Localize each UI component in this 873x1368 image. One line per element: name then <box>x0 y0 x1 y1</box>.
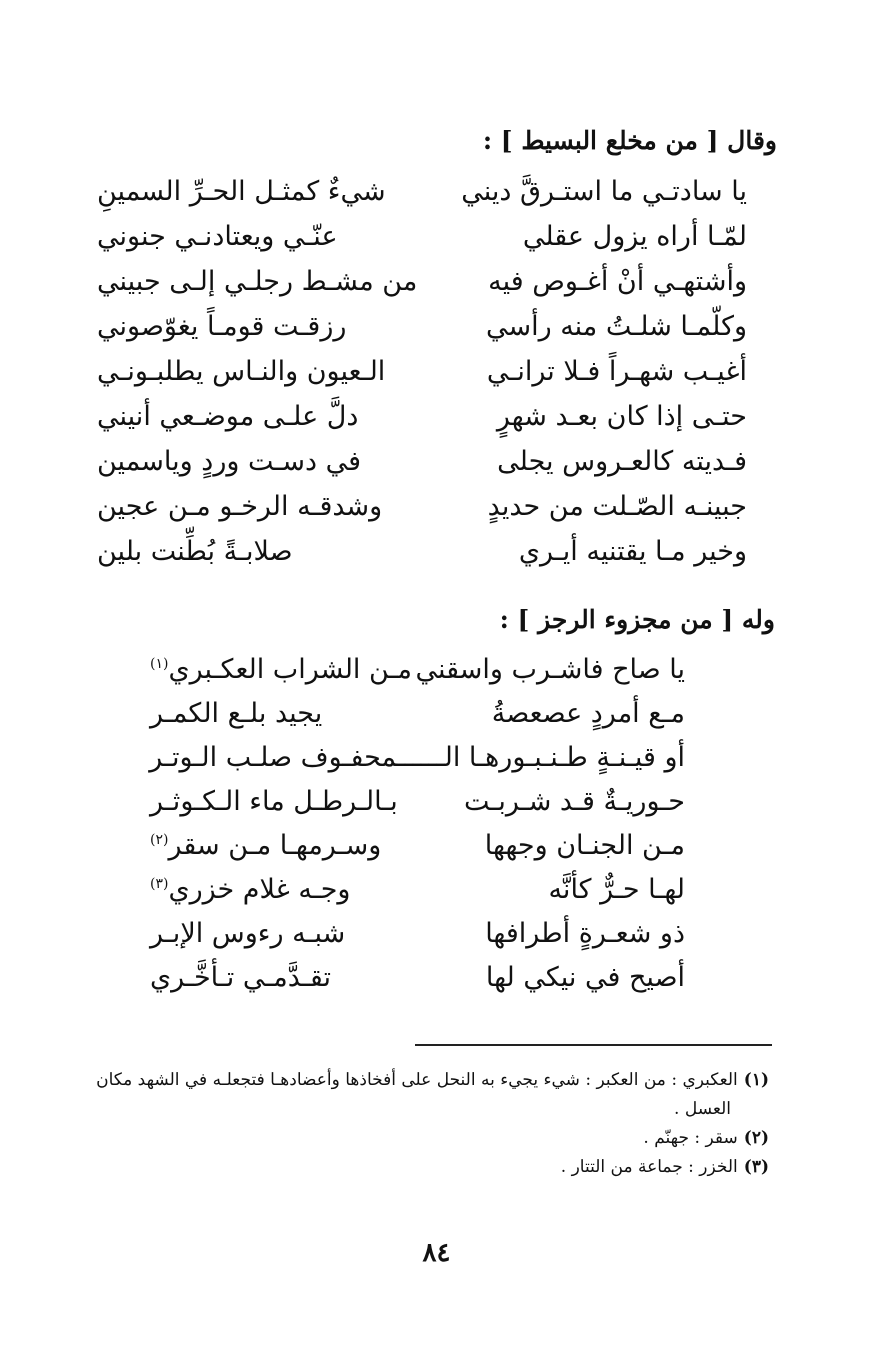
section-heading-rajaz: وله [ من مجزوء الرجز ] : <box>499 605 775 634</box>
verse <box>150 962 685 1006</box>
verse-second-hemistich: في دسـت وردٍ وياسمين <box>97 446 362 477</box>
footnote-marker: (٣) <box>150 876 169 892</box>
verse-first-hemistich: مـن الجنـان وجهها <box>484 830 685 861</box>
verse-first-hemistich: مـع أمردٍ عصعصةُ <box>491 698 685 729</box>
verse-second-hemistich <box>150 874 350 905</box>
verse-first-hemistich: حتـى إذا كان بعـد شهرٍ <box>496 401 747 432</box>
poem-basit <box>97 176 747 581</box>
footnote-text: سقر : جهنّم . <box>643 1128 738 1148</box>
verse-first-hemistich: يا صاح فاشـرب واسقني <box>415 654 685 685</box>
verse <box>150 654 685 698</box>
verse-second-hemistich: الـعيون والنـاس يطلبـونـي <box>97 356 386 387</box>
verse-first-hemistich: حـوريـةٌ قـد شـربـت <box>463 786 685 817</box>
footnote <box>69 1153 769 1182</box>
verse <box>97 311 747 356</box>
verse <box>97 491 747 536</box>
footnote-text: العكبري : من العكبر : شيء يجيء به النحل على أفخاذها وأعضادهـا فتجعلـه في الشهد مكان <box>96 1070 738 1090</box>
footnote-text: الخزر : جماعة من التتار . <box>560 1157 738 1177</box>
verse-second-hemistich: عنّـي ويعتادنـي جنوني <box>97 221 338 252</box>
verse-first-hemistich: أغيـب شهـراً فـلا ترانـي <box>486 356 747 387</box>
verse <box>150 742 685 786</box>
footnote-number: (٣) <box>743 1157 769 1177</box>
verse <box>150 918 685 962</box>
verse <box>97 221 747 266</box>
footnote-marker: (١) <box>150 656 169 672</box>
footnote-continuation: العسل . <box>674 1099 731 1119</box>
verse-second-hemistich: وشدقـه الرخـو مـن عجين <box>97 491 383 522</box>
footnote <box>69 1124 769 1153</box>
verse-second-hemistich <box>150 654 412 685</box>
verse-second-hemistich: شيءٌ كمثـل الحـرِّ السمينِ <box>97 176 386 207</box>
verse-first-hemistich: أو قيـنـةٍ طـنـبـورهـا الـــ <box>420 742 685 773</box>
verse-second-hemistich: من مشـط رجلـي إلـى جبيني <box>97 266 418 297</box>
verse-first-hemistich: فـديته كالعـروس يجلى <box>497 446 747 477</box>
verse-second-hemistich: صلابـةً بُطِّنت بلين <box>97 536 293 567</box>
verse-first-hemistich: وأشتهـي أنْ أغـوص فيه <box>488 266 747 297</box>
verse <box>150 830 685 874</box>
page-number: ٨٤ <box>422 1238 451 1268</box>
verse-second-hemistich: تقـدَّمـي تـأخَّـري <box>150 962 331 993</box>
verse-first-hemistich: أصيح في نيكي لها <box>485 962 685 993</box>
footnote <box>69 1066 769 1124</box>
footnotes <box>69 1066 769 1182</box>
verse-first-hemistich: وكلّمـا شلـتُ منه رأسي <box>485 311 747 342</box>
verse <box>97 536 747 581</box>
verse-first-hemistich: لهـا حـرٌّ كأنَّه <box>548 874 685 905</box>
verse-first-hemistich: وخير مـا يقتنيه أيـري <box>518 536 747 567</box>
verse-second-hemistich <box>150 830 381 861</box>
verse <box>97 401 747 446</box>
footnote-marker: (٢) <box>150 832 169 848</box>
poem-rajaz <box>150 654 685 1006</box>
footnote-number: (٢) <box>743 1128 769 1148</box>
verse-first-hemistich: ذو شعـرةٍ أطرافها <box>485 918 685 949</box>
verse-second-hemistich: يجيد بلـع الكمـر <box>150 698 323 729</box>
verse-second-hemistich: دلَّ علـى موضـعي أنيني <box>97 401 359 432</box>
verse-second-hemistich: رزقـت قومـاً يغوّصوني <box>97 311 347 342</box>
verse-second-text: وسـرمهـا مـن سقر <box>168 830 382 861</box>
verse-first-hemistich: جبينـه الصّـلت من حديدٍ <box>487 491 747 522</box>
verse <box>150 698 685 742</box>
verse-first-hemistich: لمّـا أراه يزول عقلي <box>522 221 747 252</box>
footnote-number: (١) <box>743 1070 769 1090</box>
section-heading-basit: وقال [ من مخلع البسيط ] : <box>482 126 777 155</box>
verse <box>150 786 685 830</box>
verse <box>97 266 747 311</box>
footnote-divider <box>415 1044 772 1046</box>
verse <box>150 874 685 918</box>
verse <box>97 446 747 491</box>
verse <box>97 356 747 401</box>
verse-second-hemistich: بـالـرطـل ماء الـكـوثـر <box>150 786 398 817</box>
verse-second-hemistich: شبـه رءوس الإبـر <box>150 918 346 949</box>
verse-second-text: مـن الشراب العكـبري <box>168 654 412 685</box>
verse-first-hemistich: يا سادتـي ما استـرقَّ ديني <box>461 176 747 207</box>
verse <box>97 176 747 221</box>
verse-second-text: وجـه غلام خزري <box>168 874 351 905</box>
verse-second-hemistich: ـــمحفـوف صلـب الـوتـر <box>149 742 421 773</box>
